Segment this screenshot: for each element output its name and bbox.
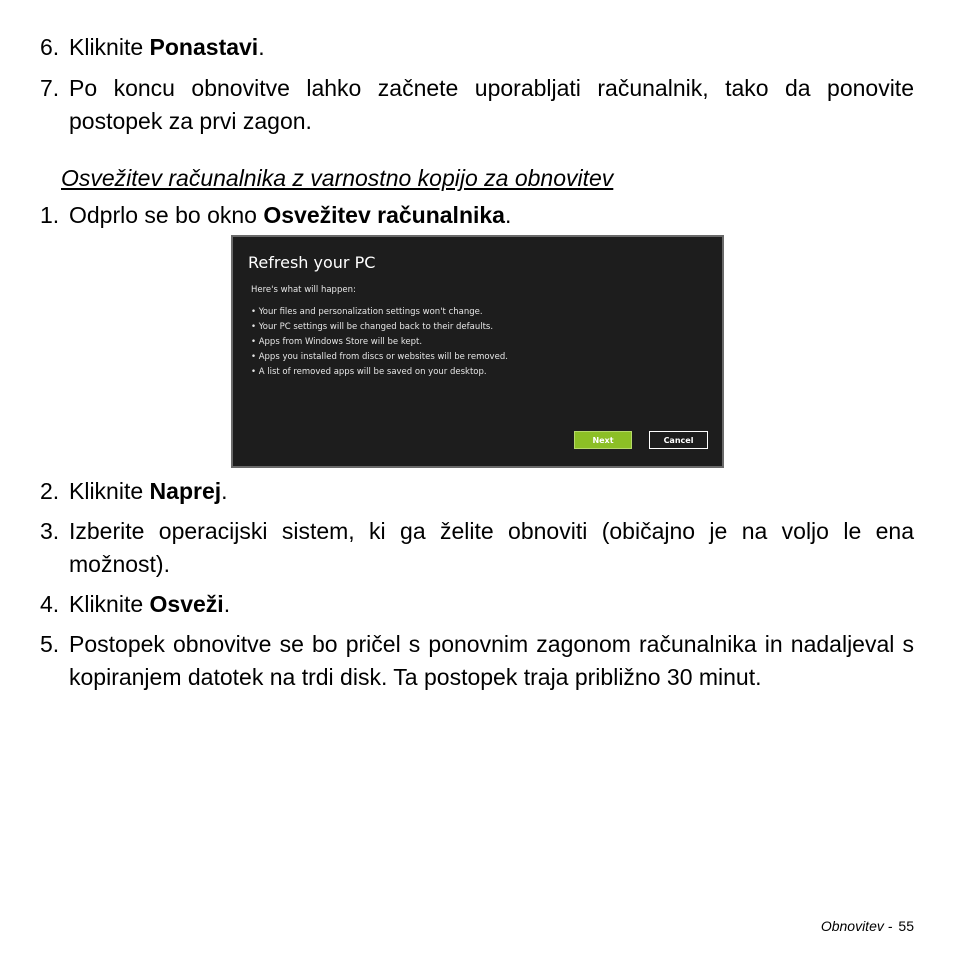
step-bold: Naprej [149,478,222,504]
list-item: • A list of removed apps will be saved on your desktop. [251,365,508,380]
page-number: 55 [898,918,914,934]
page-footer [821,918,914,934]
step-text: Izberite operacijski sistem, ki ga želite obnoviti (običajno je na voljo le ena možnost). [69,518,914,577]
step-number: 3. [40,518,60,544]
step-3 [40,515,914,581]
step-number: 6. [40,34,60,60]
step-text: Po koncu obnovitve lahko začnete uporabljati računalnik, tako da ponovite postopek za prvi zagon. [69,75,914,134]
step-6 [40,31,914,64]
step-number: 5. [40,631,60,657]
step-4 [40,588,914,621]
list-item: • Your PC settings will be changed back to their defaults. [251,320,508,335]
step-text: Kliknite Osveži. [69,591,231,617]
step-number: 4. [40,591,60,617]
list-item: • Your files and personalization settings won't change. [251,305,508,320]
list-item: • Apps from Windows Store will be kept. [251,335,508,350]
step-1 [40,199,914,232]
next-button[interactable]: Next [574,431,632,449]
step-text: Odprlo se bo okno Osvežitev računalnika. [69,202,512,228]
step-number: 2. [40,478,60,504]
step-bold: Osveži [149,591,224,617]
list-item: • Apps you installed from discs or websites will be removed. [251,350,508,365]
step-7 [40,72,914,138]
dialog-title: Refresh your PC [248,253,376,272]
section-subheading: Osvežitev računalnika z varnostno kopijo za obnovitev [61,165,614,191]
step-5 [40,628,914,694]
step-text: Kliknite Naprej. [69,478,228,504]
step-2 [40,475,914,508]
refresh-pc-screenshot [231,235,724,468]
step-number: 1. [40,202,60,228]
step-bold: Ponastavi [149,34,259,60]
step-text: Kliknite Ponastavi. [69,34,265,60]
dialog-bullet-list [251,305,508,380]
cancel-button[interactable]: Cancel [649,431,708,449]
step-number: 7. [40,75,60,101]
step-bold: Osvežitev računalnika [263,202,505,228]
footer-section: Obnovitev - [820,918,893,934]
step-text: Postopek obnovitve se bo pričel s ponovnim zagonom računalnika in nadaljeval s kopiranjem datotek na trdi disk. Ta postopek traja približno 30 minut. [69,631,914,690]
dialog-intro: Here's what will happen: [251,285,356,295]
